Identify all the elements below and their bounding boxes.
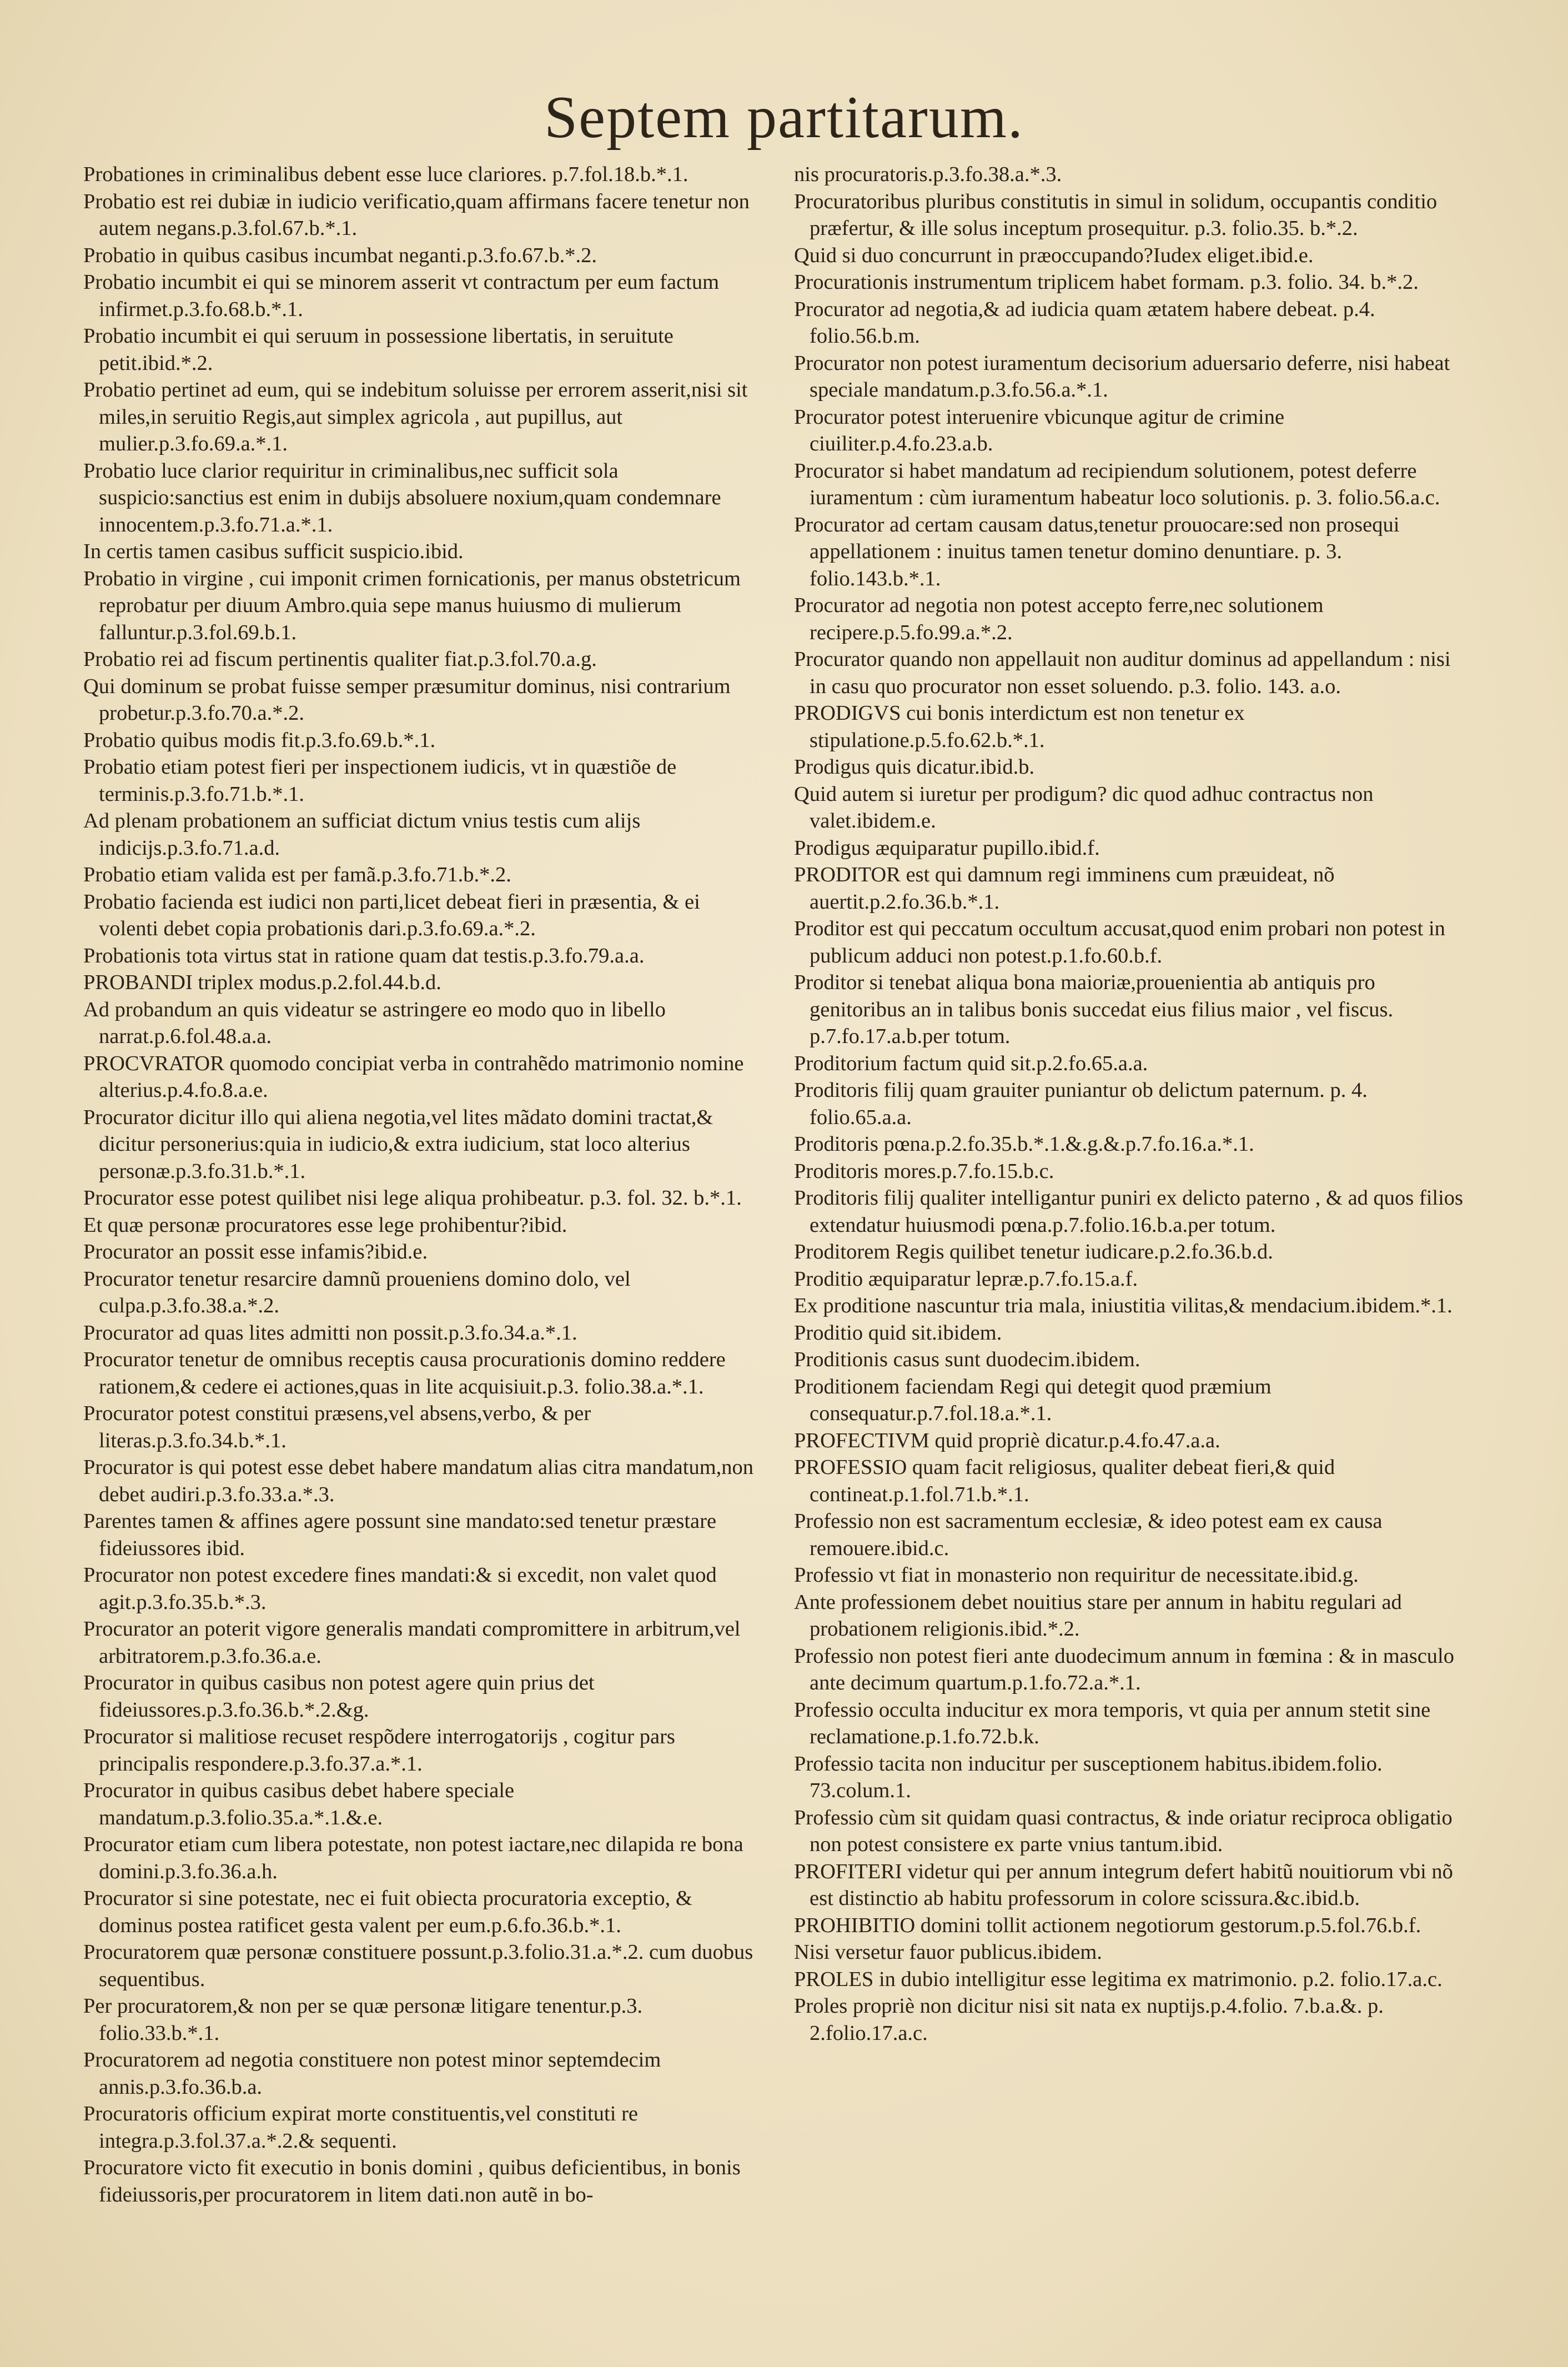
index-entry: Proditoris filij qualiter intelligantur puniri ex delicto paterno , & ad quos filios extendatur huiusmodi pœna.p.7.folio.16.b.a.per totum. (794, 1186, 1464, 1237)
index-entry: Procurator potest interuenire vbicunque agitur de crimine ciuiliter.p.4.fo.23.a.b. (794, 405, 1285, 455)
index-entry: Proditionem faciendam Regi qui detegit quod præmium consequatur.p.7.fol.18.a.*.1. (794, 1375, 1272, 1425)
index-entry: Professio tacita non inducitur per susceptionem habitus.ibidem.folio. 73.colum.1. (794, 1752, 1383, 1802)
left-column (83, 161, 758, 2208)
index-entry: PROFITERI videtur qui per annum integrum defert habitũ nouitiorum vbi nõ est distinctio ab habitu professorum in colore scissura.&c.ibid.b. (794, 1859, 1453, 1910)
index-entry: Ad probandum an quis videatur se astringere eo modo quo in libello narrat.p.6.fol.48.a.a. (83, 997, 666, 1048)
index-entry: Probationis tota virtus stat in ratione quam dat testis.p.3.fo.79.a.a. (83, 944, 645, 967)
index-entry: Procurator non potest iuramentum decisorium aduersario deferre, nisi habeat speciale mandatum.p.3.fo.56.a.*.1. (794, 351, 1450, 402)
index-entry: Procurator in quibus casibus debet habere speciale mandatum.p.3.folio.35.a.*.1.&.e. (83, 1779, 515, 1829)
index-entry: Probatio est rei dubiæ in iudicio verificatio,quam affirmans facere tenetur non autem negans.p.3.fol.67.b.*.1. (83, 189, 750, 240)
index-entry: In certis tamen casibus sufficit suspicio.ibid. (83, 540, 464, 563)
index-entry: Proditoris filij quam grauiter puniantur ob delictum paternum. p. 4. folio.65.a.a. (794, 1079, 1368, 1129)
index-entry: Probatio pertinet ad eum, qui se indebitum soluisse per errorem asserit,nisi sit miles,in seruitio Regis,aut simplex agricola , aut pupillus, aut mulier.p.3.fo.69.a.*.1. (83, 378, 748, 455)
index-entry: Nisi versetur fauor publicus.ibidem. (794, 1940, 1102, 1964)
index-entry: Procurationis instrumentum triplicem habet formam. p.3. folio. 34. b.*.2. (794, 270, 1419, 294)
index-entry: Proditoris pœna.p.2.fo.35.b.*.1.&.g.&.p.7.fo.16.a.*.1. (794, 1132, 1254, 1156)
index-entry: Proditoris mores.p.7.fo.15.b.c. (794, 1159, 1054, 1183)
index-entry: PROCVRATOR quomodo concipiat verba in contrahẽdo matrimonio nomine alterius.p.4.fo.8.a.e. (83, 1051, 744, 1102)
index-entry: Probatio in quibus casibus incumbat neganti.p.3.fo.67.b.*.2. (83, 243, 597, 267)
index-entry: Procurator tenetur de omnibus receptis causa procurationis domino reddere rationem,& cedere ei actiones,quas in lite acquisiuit.p.3. folio.38.a.*.1. (83, 1348, 726, 1398)
index-entry: Procuratoribus pluribus constitutis in simul in solidum, occupantis conditio præfertur, & ille solus inceptum prosequitur. p.3. folio.35. b.*.2. (794, 189, 1438, 240)
index-entry: Probatio facienda est iudici non parti,licet debeat fieri in præsentia, & ei volenti debet copia probationis dari.p.3.fo.69.a.*.2. (83, 890, 700, 940)
index-entry: Proditorem Regis quilibet tenetur iudicare.p.2.fo.36.b.d. (794, 1240, 1273, 1263)
index-entry: Procurator si malitiose recuset respõdere interrogatorijs , cogitur pars principalis respondere.p.3.fo.37.a.*.1. (83, 1725, 675, 1776)
index-entry: Procurator si habet mandatum ad recipiendum solutionem, potest deferre iuramentum : cùm iuramentum habeatur loco solutionis. p. 3. folio.56.a.c. (794, 459, 1440, 509)
index-entry: Procurator quando non appellauit non auditur dominus ad appellandum : nisi in casu quo procurator non esset soluendo. p.3. folio. 143. a.o. (794, 648, 1451, 698)
index-entry: Procuratore victo fit executio in bonis domini , quibus deficientibus, in bonis fideiussoris,per procuratorem in litem dati.non autẽ in bo- (83, 2156, 741, 2206)
index-entry: Probatio rei ad fiscum pertinentis qualiter fiat.p.3.fol.70.a.g. (83, 648, 597, 671)
index-entry: Qui dominum se probat fuisse semper præsumitur dominus, nisi contrarium probetur.p.3.fo.70.a.*.2. (83, 674, 731, 725)
index-entry: Probatio luce clarior requiritur in criminalibus,nec sufficit sola suspicio:sanctius est enim in dubijs absoluere noxium,quam condemnare innocentem.p.3.fo.71.a.*.1. (83, 459, 721, 536)
index-entry: Professio vt fiat in monasterio non requiritur de necessitate.ibid.g. (794, 1563, 1359, 1587)
index-entry: Et quæ personæ procuratores esse lege prohibentur?ibid. (83, 1213, 567, 1237)
index-entry: Procuratoris officium expirat morte constituentis,vel constituti re integra.p.3.fol.37.a.*.2.& sequenti. (83, 2102, 638, 2153)
index-entry: Proditor si tenebat aliqua bona maioriæ,prouenientia ab antiquis pro genitoribus an in talibus bonis succedat eius filius maior , vel fiscus. p.7.fo.17.a.b.per totum. (794, 971, 1394, 1048)
index-entry: Procurator non potest excedere fines mandati:& si excedit, non valet quod agit.p.3.fo.35.b.*.3. (83, 1563, 717, 1614)
index-entry: Procurator etiam cum libera potestate, non potest iactare,nec dilapida re bona domini.p.3.fo.36.a.h. (83, 1833, 743, 1883)
index-entry: PROFECTIVM quid propriè dicatur.p.4.fo.47.a.a. (794, 1428, 1220, 1452)
index-entry: Professio non potest fieri ante duodecimum annum in fœmina : & in masculo ante decimum quartum.p.1.fo.72.a.*.1. (794, 1644, 1455, 1694)
index-entry: Professio non est sacramentum ecclesiæ, & ideo potest eam ex causa remouere.ibid.c. (794, 1510, 1383, 1560)
index-entry: Proditor est qui peccatum occultum accusat,quod enim probari non potest in publicum adduci non potest.p.1.fo.60.b.f. (794, 917, 1445, 967)
index-entry: Quid si duo concurrunt in præoccupando?Iudex eliget.ibid.e. (794, 243, 1314, 267)
index-entry: Probatio quibus modis fit.p.3.fo.69.b.*.1. (83, 728, 436, 752)
index-entry: Probatio in virgine , cui imponit crimen fornicationis, per manus obstetricum reprobatur per diuum Ambro.quia sepe manus huiusmo di mulierum falluntur.p.3.fol.69.b.1. (83, 566, 741, 644)
index-entry: Proditio æquiparatur lepræ.p.7.fo.15.a.f. (794, 1267, 1138, 1291)
index-entry: Procurator tenetur resarcire damnũ proueniens domino dolo, vel culpa.p.3.fo.38.a.*.2. (83, 1267, 631, 1317)
index-entry: Procurator dicitur illo qui aliena negotia,vel lites mãdato domini tractat,& dicitur personerius:quia in iudicio,& extra iudicium, stat loco alterius personæ.p.3.fo.31.b.*.1. (83, 1105, 713, 1183)
index-entry: Procurator esse potest quilibet nisi lege aliqua prohibeatur. p.3. fol. 32. b.*.1. (83, 1186, 742, 1210)
index-entry: Probationes in criminalibus debent esse luce clariores. p.7.fol.18.b.*.1. (83, 163, 688, 186)
index-entry: Probatio etiam valida est per famã.p.3.fo.71.b.*.2. (83, 863, 511, 886)
index-entry: Procuratorem ad negotia constituere non potest minor septemdecim annis.p.3.fo.36.b.a. (83, 2048, 661, 2099)
index-entry: PRODIGVS cui bonis interdictum est non tenetur ex stipulatione.p.5.fo.62.b.*.1. (794, 701, 1245, 752)
index-entry: Quid autem si iuretur per prodigum? dic quod adhuc contractus non valet.ibidem.e. (794, 782, 1374, 833)
index-entry: PROLES in dubio intelligitur esse legitima ex matrimonio. p.2. folio.17.a.c. (794, 1967, 1443, 1991)
index-entry: Proditio quid sit.ibidem. (794, 1321, 1002, 1345)
index-entry: Proditionis casus sunt duodecim.ibidem. (794, 1348, 1140, 1371)
index-entry: PROHIBITIO domini tollit actionem negotiorum gestorum.p.5.fol.76.b.f. (794, 1913, 1421, 1937)
right-column (794, 161, 1469, 2047)
index-entry: Procuratorem quæ personæ constituere possunt.p.3.folio.31.a.*.2. cum duobus sequentibus. (83, 1940, 753, 1991)
index-entry: Procurator potest constitui præsens,vel absens,verbo, & per literas.p.3.fo.34.b.*.1. (83, 1402, 591, 1452)
index-entry: Parentes tamen & affines agere possunt sine mandato:sed tenetur præstare fideiussores ibid. (83, 1510, 717, 1560)
index-entry: Per procuratorem,& non per se quæ personæ litigare tenentur.p.3. folio.33.b.*.1. (83, 1994, 643, 2045)
index-entry: Proditorium factum quid sit.p.2.fo.65.a.a. (794, 1051, 1148, 1075)
index-entry: Procurator ad negotia non potest accepto ferre,nec solutionem recipere.p.5.fo.99.a.*.2. (794, 594, 1324, 644)
index-entry: Ex proditione nascuntur tria mala, iniustitia vilitas,& mendacium.ibidem.*.1. (794, 1294, 1453, 1317)
index-entry: Prodigus quis dicatur.ibid.b. (794, 755, 1035, 779)
index-entry: Probatio incumbit ei qui se minorem asserit vt contractum per eum factum infirmet.p.3.fo.68.b.*.1. (83, 270, 720, 321)
index-entry: Professio cùm sit quidam quasi contractus, & inde oriatur reciproca obligatio non potest consistere ex parte vnius tantum.ibid. (794, 1806, 1453, 1856)
index-entry: Procurator an possit esse infamis?ibid.e. (83, 1240, 428, 1263)
index-entry: Ante professionem debet nouitius stare per annum in habitu regulari ad probationem religionis.ibid.*.2. (794, 1590, 1402, 1641)
page-title: Septem partitarum. (544, 84, 1024, 151)
index-entry: Procurator in quibus casibus non potest agere quin prius det fideiussores.p.3.fo.36.b.*.2.&g. (83, 1671, 595, 1722)
index-entry: Proles propriè non dicitur nisi sit nata ex nuptijs.p.4.folio. 7.b.a.&. p. 2.folio.17.a.c. (794, 1994, 1384, 2045)
index-entry: Professio occulta inducitur ex mora temporis, vt quia per annum stetit sine reclamatione.p.1.fo.72.b.k. (794, 1698, 1431, 1748)
index-entry: Procurator an poterit vigore generalis mandati compromittere in arbitrum,vel arbitratorem.p.3.fo.36.a.e. (83, 1617, 741, 1668)
index-entry: PRODITOR est qui damnum regi imminens cum præuideat, nõ auertit.p.2.fo.36.b.*.1. (794, 863, 1335, 914)
index-entry: Probatio incumbit ei qui seruum in possessione libertatis, in seruitute petit.ibid.*.2. (83, 324, 674, 375)
index-entry: PROFESSIO quam facit religiosus, qualiter debeat fieri,& quid contineat.p.1.fol.71.b.*.1. (794, 1456, 1335, 1506)
index-entry: PROBANDI triplex modus.p.2.fol.44.b.d. (83, 971, 441, 994)
index-entry: Probatio etiam potest fieri per inspectionem iudicis, vt in quæstiõe de terminis.p.3.fo.71.b.*.1. (83, 755, 677, 806)
index-entry: Procurator ad negotia,& ad iudicia quam ætatem habere debeat. p.4. folio.56.b.m. (794, 297, 1375, 348)
index-entry: nis procuratoris.p.3.fo.38.a.*.3. (794, 163, 1062, 186)
index-entry: Ad plenam probationem an sufficiat dictum vnius testis cum alijs indicijs.p.3.fo.71.a.d. (83, 809, 641, 860)
index-entry: Prodigus æquiparatur pupillo.ibid.f. (794, 836, 1100, 860)
index-entry: Procurator si sine potestate, nec ei fuit obiecta procuratoria exceptio, & dominus postea ratificet gesta valent per eum.p.6.fo.36.b.*.1. (83, 1887, 692, 1937)
index-entry: Procurator ad certam causam datus,tenetur prouocare:sed non prosequi appellationem : inuitus tamen tenetur domino denuntiare. p. 3. folio.143.b.*.1. (794, 513, 1400, 590)
index-entry: Procurator ad quas lites admitti non possit.p.3.fo.34.a.*.1. (83, 1321, 577, 1345)
index-entry: Procurator is qui potest esse debet habere mandatum alias citra mandatum,non debet audiri.p.3.fo.33.a.*.3. (83, 1456, 754, 1506)
